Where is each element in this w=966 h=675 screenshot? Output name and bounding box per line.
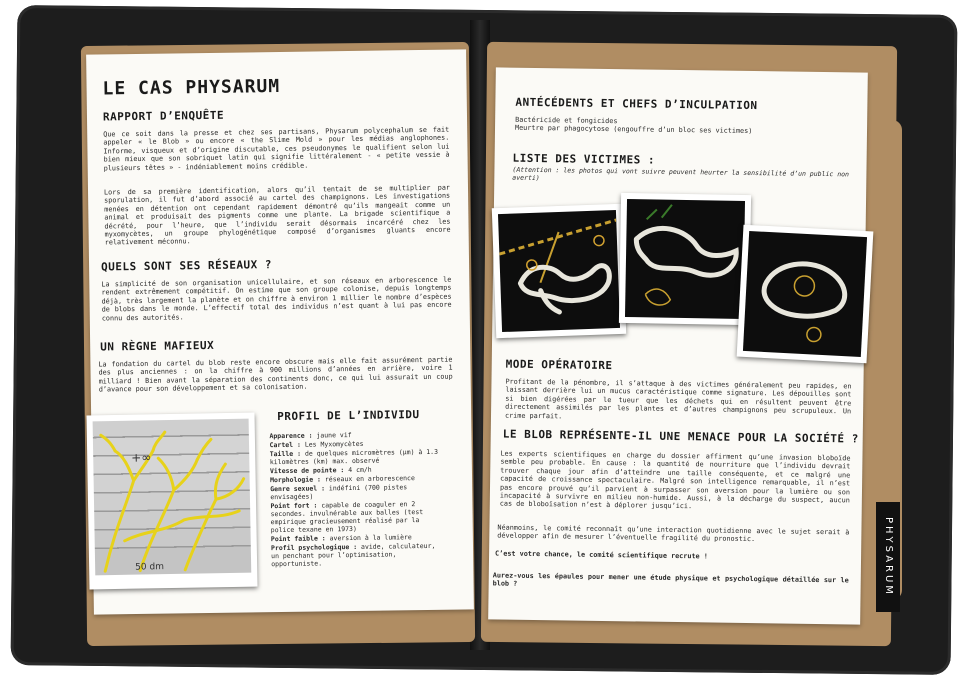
victims-heading: LISTE DES VICTIMES : [512, 151, 656, 167]
profile-value: de quelques micromètres (µm) à 1.3 kilomètres (km) max. observé [269, 447, 439, 467]
profile-value: 4 cm/h [348, 465, 372, 475]
threat-paragraph-4: Aurez-vous les épaules pour mener une étude physique et psychologique détaillée sur le blob ? [492, 571, 849, 589]
photo-scale-bottom: 50 dm [135, 562, 165, 573]
profile-key: Cartel : [269, 440, 301, 450]
profile-key: Point fort : [270, 501, 318, 511]
profile-key: Morphologie : [270, 475, 321, 485]
profile-value: réseaux en arborescence [324, 474, 415, 484]
report-paragraph-1: Que ce soit dans la presse et chez ses partisans, Physarum polycephalum se fait appeler « le Blob » ou encore « the Slime Mold » pour les médias anglophones. Informe, visqueux et d’origine discutable, ces pseudonymes le qualifient selon lui bien mieux que son sobriquet latin qui signifie littéralement - « petite vessie à plusieurs têtes » - indéniablement moins crédible. [103, 125, 450, 173]
mafia-paragraph: La fondation du cartel du blob reste encore obscure mais elle fait assurément partie des plus anciennes : on la chiffre à 900 millions d’années en arrière, voire 1 milliard ! Bien avant la séparation des continents donc, ce qui lui assurait un coup d’avance pour son développement et sa colonisation. [98, 355, 453, 394]
profile-key: Vitesse de pointe : [269, 466, 345, 476]
mo-paragraph: Profitant de la pénombre, il s’attaque à des victimes généralement peu rapides, en laissant derrière lui un mucus caractéristique comme signature. Les dépouilles sont si bien digérées par le tueur que les déchets qui en résultent peuvent être directement assimilés par les plantes et d’autres champignons peu scrupuleux. Un crime parfait. [504, 377, 852, 421]
profile-key: Taille : [269, 449, 302, 459]
profile-heading: PROFIL DE L’INDIVIDU [277, 408, 420, 424]
victim-photo-2-graphic [625, 199, 745, 319]
report-heading: RAPPORT D’ENQUÊTE [102, 108, 225, 124]
profile-value: avide, calculateur, un penchant pour l’optimisation, opportuniste. [271, 541, 436, 569]
profile-value: capable de coaguler en 2 secondes. invulnérable aux balles (test empirique gracieusement réalisé par la police texane en 1973) [270, 500, 424, 535]
profile-value: Les Myxomycètes [304, 439, 364, 449]
profile-value: indéfini (700 pistes envisagées) [270, 483, 408, 502]
victim-photo-1-graphic [498, 210, 620, 332]
threat-heading: LE BLOB REPRÉSENTE-IL UNE MENACE POUR LA SOCIÉTÉ ? [502, 427, 859, 446]
victim-photo-3 [737, 225, 874, 364]
victim-photo-2 [619, 193, 751, 325]
charges-paragraph: Bactéricide et fongicides Meurtre par phagocytose (engouffre d’un bloc ses victimes) [514, 115, 753, 136]
threat-paragraph-2: Néanmoins, le comité reconnaît qu’une interaction quotidienne avec le sujet serait à développer afin de mesurer l’éventuelle fragilité du pronostic. [497, 523, 850, 544]
photo-scale-top: +∞ [131, 450, 152, 465]
folder-side-label: PHYSARUM [876, 502, 900, 612]
profile-value: jaune vif [316, 431, 352, 440]
threat-paragraph-1: Les experts scientifiques en charge du dossier affirment qu’une invasion bloboïde semble peu probable. En cause : la quantité de nourriture que l’individu devrait trouver chaque jour afin d’atteindre une taille conséquente, et ce malgré une capacité de croissance spectaculaire. Malgré son intelligence remarquable, il n’est pas encore prouvé qu’il parvient à surpasser son aversion pour la lumière ou son incapacité à survivre en milieu non-humide. Aussi, à la décharge du suspect, aucun cas de bloboïsation n’est à déplorer jusqu’ici. [499, 449, 851, 511]
mo-heading: MODE OPÉRATOIRE [505, 357, 613, 373]
page-title: LE CAS PHYSARUM [102, 75, 281, 100]
threat-paragraph-3: C’est votre chance, le comité scientifique recrute ! [495, 549, 708, 561]
profile-key: Profil psychologique : [270, 542, 358, 553]
networks-heading: QUELS SONT SES RÉSEAUX ? [100, 258, 273, 274]
networks-paragraph: La simplicité de son organisation unicellulaire, et son réseaux en arborescence le rendent extrêmement compétitif. On estime que son groupe colonise, depuis longtemps déjà, très largement la planète et on chiffre à environ 1 millier le nombre d’espèces de blobs dans le monde. L’effectif total des individus n’est quant à lui pas encore connu des autorités. [101, 275, 452, 323]
mafia-heading: UN RÈGNE MAFIEUX [100, 338, 215, 354]
profile-key: Point faible : [270, 534, 326, 544]
profile-list [269, 430, 447, 569]
victims-note: (Attention : les photos qui vont suivre peuvent heurter la sensibilité d’un public non averti) [512, 165, 850, 183]
victim-photo-1 [492, 204, 626, 338]
profile-value: aversion à la lumière [329, 533, 412, 543]
slime-mold-graphic [93, 419, 252, 576]
profile-key: Apparence : [269, 431, 313, 441]
mugshot-photo [86, 413, 257, 590]
charges-heading: ANTÉCÉDENTS ET CHEFS D’INCULPATION [515, 95, 758, 113]
report-paragraph-2: Lors de sa première identification, alors qu’il tentait de se multiplier par sporulation, il fut d’abord associé au cartel des champignons. Les investigations menées en détention ont cependant rapidement démontré qu’ils mangeait comme un animal et produisait des pigments comme une plante. La brigade scientifique a décrété, pour l’heure, que l’individu serait désormais incarcéré chez les myxomycètes, un groupe phylogénétique composé d’organismes gluants encore relativement méconnu. [103, 183, 451, 247]
profile-key: Genre sexuel : [270, 484, 326, 494]
victim-photo-3-graphic [743, 231, 867, 357]
